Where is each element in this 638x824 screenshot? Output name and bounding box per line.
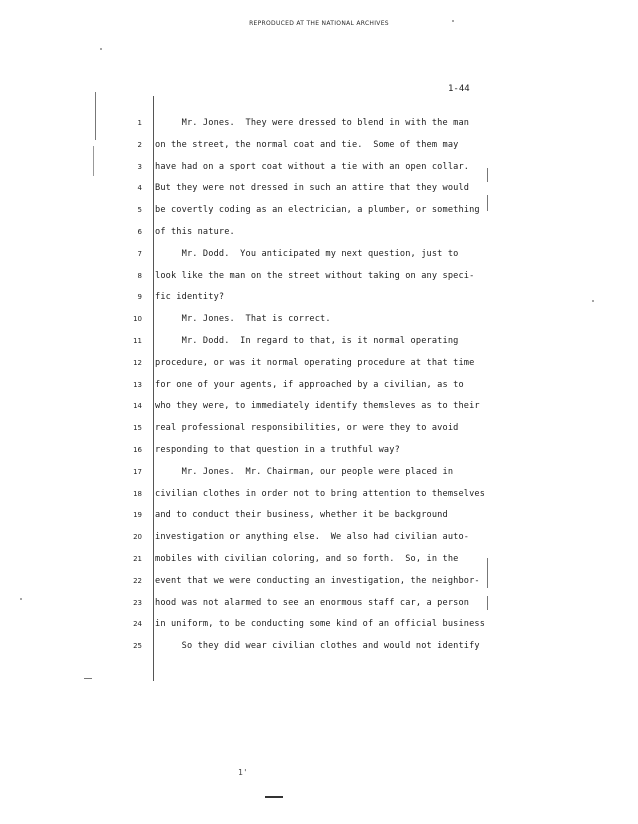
right-margin-tick <box>487 596 488 610</box>
line-number: 16 <box>133 446 142 454</box>
transcript-line: procedure, or was it normal operating procedure at that time <box>155 358 475 368</box>
line-number: 9 <box>137 293 142 301</box>
transcript-line: fic identity? <box>155 292 225 302</box>
transcript-line: Mr. Dodd. In regard to that, is it normal operating <box>155 336 459 346</box>
line-number: 21 <box>133 555 142 563</box>
transcript-line: responding to that question in a truthful way? <box>155 445 400 455</box>
transcript-line: mobiles with civilian coloring, and so forth. So, in the <box>155 554 459 564</box>
right-margin-tick <box>487 195 488 211</box>
scan-speck <box>100 48 102 50</box>
line-number: 22 <box>133 577 142 585</box>
transcript-line: So they did wear civilian clothes and would not identify <box>155 641 480 651</box>
line-number: 14 <box>133 402 142 410</box>
transcript-line: investigation or anything else. We also had civilian auto- <box>155 532 470 542</box>
transcript-line: for one of your agents, if approached by a civilian, as to <box>155 380 464 390</box>
footer-mark: 1' <box>238 768 248 777</box>
line-number: 8 <box>137 272 142 280</box>
transcript-line: Mr. Jones. They were dressed to blend in with the man <box>155 118 470 128</box>
line-number: 1 <box>137 119 142 127</box>
line-number: 18 <box>133 490 142 498</box>
line-number-rule <box>153 96 154 681</box>
line-number: 15 <box>133 424 142 432</box>
transcript-line: But they were not dressed in such an attire that they would <box>155 183 470 193</box>
scan-speck <box>20 598 22 600</box>
line-number: 24 <box>133 620 142 628</box>
transcript-line: who they were, to immediately identify themsleves as to their <box>155 401 480 411</box>
transcript-line: event that we were conducting an investigation, the neighbor- <box>155 576 480 586</box>
right-margin-tick <box>487 558 488 588</box>
transcript-line: be covertly coding as an electrician, a plumber, or something <box>155 205 480 215</box>
scan-speck <box>592 300 594 302</box>
transcript-line: and to conduct their business, whether it be background <box>155 510 448 520</box>
line-number: 5 <box>137 206 142 214</box>
transcript-line: on the street, the normal coat and tie. Some of them may <box>155 140 459 150</box>
transcript-line: in uniform, to be conducting some kind of an official business <box>155 619 486 629</box>
line-number: 10 <box>133 315 142 323</box>
transcript-line: Mr. Jones. Mr. Chairman, our people were placed in <box>155 467 454 477</box>
transcript-line: Mr. Jones. That is correct. <box>155 314 331 324</box>
margin-line <box>95 92 96 140</box>
line-number: 23 <box>133 599 142 607</box>
line-number: 13 <box>133 381 142 389</box>
transcript-line: look like the man on the street without taking on any speci- <box>155 271 475 281</box>
right-margin-tick <box>487 168 488 182</box>
transcript-line: Mr. Dodd. You anticipated my next question, just to <box>155 249 459 259</box>
line-number: 20 <box>133 533 142 541</box>
footer-dash <box>265 796 283 798</box>
line-number: 11 <box>133 337 142 345</box>
transcript-line: civilian clothes in order not to bring attention to themselves <box>155 489 486 499</box>
line-number: 12 <box>133 359 142 367</box>
line-number: 2 <box>137 141 142 149</box>
transcript-line: hood was not alarmed to see an enormous staff car, a person <box>155 598 470 608</box>
page-number: 1-44 <box>448 84 470 94</box>
transcript-line: of this nature. <box>155 227 235 237</box>
transcript-line: real professional responsibilities, or were they to avoid <box>155 423 459 433</box>
line-number: 25 <box>133 642 142 650</box>
margin-line <box>93 146 94 176</box>
line-number: 3 <box>137 163 142 171</box>
line-number: 17 <box>133 468 142 476</box>
line-number: 4 <box>137 184 142 192</box>
transcript-line: have had on a sport coat without a tie with an open collar. <box>155 162 470 172</box>
line-number: 7 <box>137 250 142 258</box>
margin-mark <box>84 678 92 679</box>
line-number: 19 <box>133 511 142 519</box>
archive-header: REPRODUCED AT THE NATIONAL ARCHIVES <box>249 20 389 27</box>
line-number: 6 <box>137 228 142 236</box>
scan-speck <box>452 20 454 22</box>
